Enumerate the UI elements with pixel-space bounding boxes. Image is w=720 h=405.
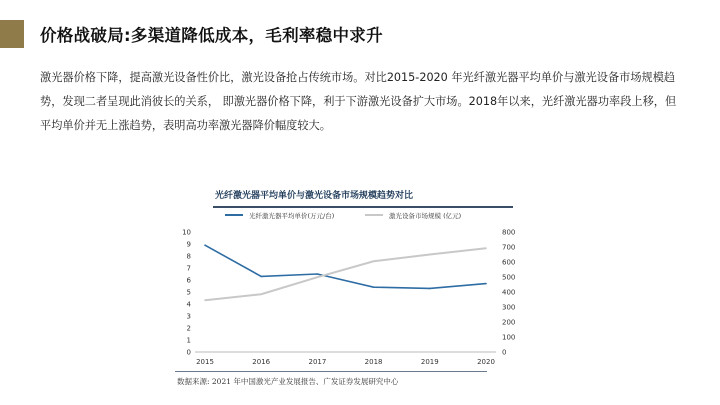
left-tick-label: 3 — [186, 312, 191, 321]
slide-title: 价格战破局:多渠道降低成本，毛利率稳中求升 — [40, 26, 383, 45]
right-tick-label: 400 — [502, 288, 516, 297]
left-tick-label: 4 — [186, 300, 191, 309]
right-tick-label: 800 — [502, 228, 516, 237]
series-line-1 — [205, 245, 486, 288]
series-1-point — [485, 283, 487, 285]
x-tick-label: 2020 — [477, 358, 495, 366]
series-2-point — [373, 260, 375, 262]
left-tick-label: 5 — [186, 288, 191, 297]
series-2-point — [317, 276, 319, 278]
left-tick-label: 10 — [182, 228, 191, 237]
right-axis-ticks — [502, 229, 515, 357]
left-tick-label: 0 — [186, 348, 191, 357]
chart-legend — [225, 211, 461, 220]
x-tick-label: 2019 — [420, 358, 439, 366]
series-2-point — [429, 254, 431, 256]
legend-label-2: 激光设备市场规模 (亿元) — [389, 212, 462, 220]
right-tick-label: 600 — [502, 258, 516, 267]
right-tick-label: 500 — [502, 273, 516, 282]
chart-container — [165, 180, 535, 400]
right-tick-label: 0 — [502, 348, 507, 357]
series-layer — [204, 244, 487, 301]
right-tick-label: 200 — [502, 318, 516, 327]
x-tick-label: 2017 — [308, 358, 327, 366]
series-2-point — [204, 299, 206, 301]
x-axis-ticks — [196, 358, 495, 366]
right-tick-label: 100 — [502, 333, 516, 342]
series-1-point — [373, 286, 375, 288]
left-tick-label: 1 — [186, 336, 191, 345]
series-1-point — [260, 276, 262, 278]
left-tick-label: 8 — [186, 252, 191, 261]
left-tick-label: 9 — [186, 240, 191, 249]
series-2-point — [260, 293, 262, 295]
title-accent-bar — [0, 20, 24, 48]
series-2-point — [485, 247, 487, 249]
x-tick-label: 2016 — [252, 358, 271, 366]
chart-title: 光纤激光器平均单价与激光设备市场规模趋势对比 — [215, 191, 414, 201]
series-line-2 — [205, 248, 486, 300]
x-tick-label: 2015 — [196, 358, 214, 366]
source-divider — [175, 371, 487, 372]
right-tick-label: 700 — [502, 243, 516, 252]
x-tick-label: 2018 — [364, 358, 383, 366]
chart-source-note: 数据来源: 2021 年中国激光产业发展报告、广发证券发展研究中心 — [177, 377, 399, 386]
left-tick-label: 6 — [186, 276, 191, 285]
series-1-point — [204, 244, 206, 246]
series-1-point — [429, 288, 431, 290]
left-axis-ticks — [182, 229, 191, 357]
right-tick-label: 300 — [502, 303, 516, 312]
left-tick-label: 2 — [186, 324, 191, 333]
left-tick-label: 7 — [186, 264, 191, 273]
line-chart — [165, 180, 535, 370]
slide-body-text: 激光器价格下降，提高激光设备性价比，激光设备抢占传统市场。对比2015-2020 年光纤激光器平均单价与激光设备市场规模趋势，发现二者呈现此消彼长的关系， 即激光器价格下降，利于下游激光设备扩大市场。2018年以来，光纤激光器功率段上移，但平均单价并无上涨趋势，表明高功率激光器降价幅度较大。 — [40, 71, 677, 132]
series-1-point — [317, 273, 319, 275]
legend-label-1: 光纤激光器平均单价(万元/台) — [249, 212, 335, 220]
